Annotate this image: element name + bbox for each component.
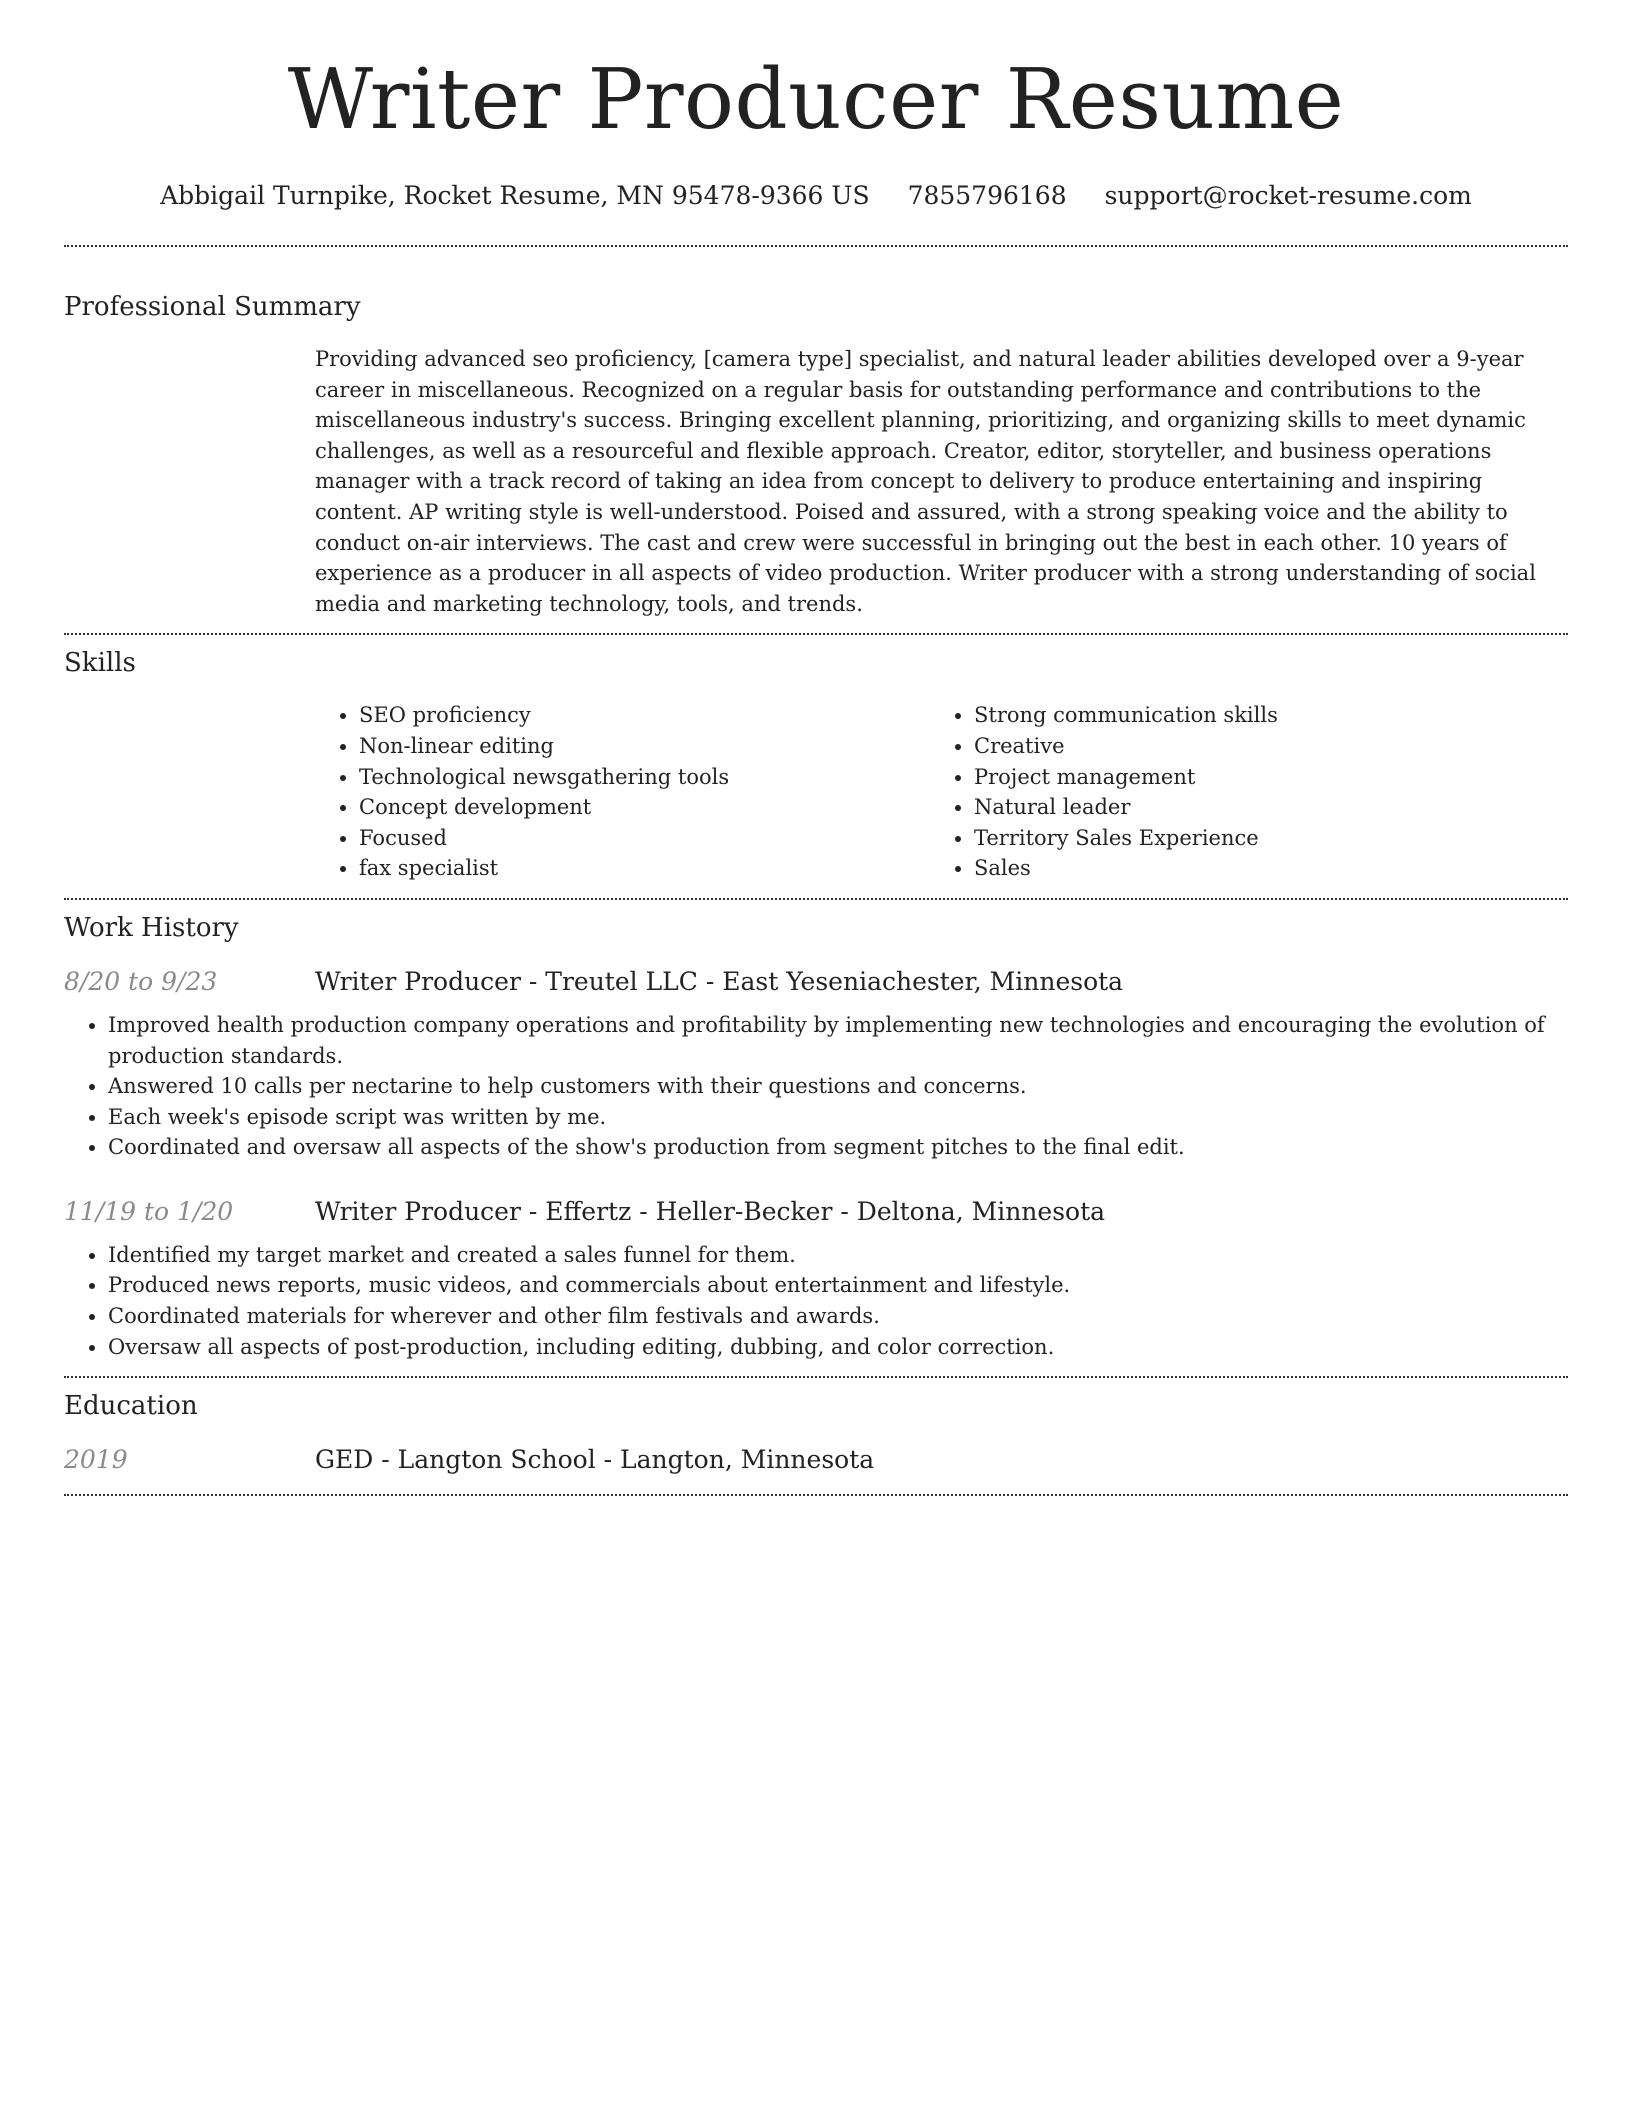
job-header — [64, 1197, 1568, 1226]
skill-item: • Concept development — [359, 792, 930, 823]
education-date: 2019 — [64, 1445, 128, 1475]
job-bullets — [64, 1010, 1568, 1163]
skill-item: • Non-linear editing — [359, 731, 930, 762]
job-bullet: • Answered 10 calls per nectarine to help customers with their questions and concerns. — [108, 1071, 1568, 1102]
skill-item: • SEO proficiency — [359, 700, 930, 731]
job-title: Writer Producer - Effertz - Heller-Becker - Deltona, Minnesota — [315, 1196, 1106, 1226]
job-bullet: • Oversaw all aspects of post-production, including editing, dubbing, and color correction. — [108, 1332, 1568, 1363]
divider — [64, 633, 1568, 635]
skill-item: • Sales — [974, 853, 1545, 884]
job-dates: 8/20 to 9/23 — [64, 966, 218, 996]
skill-item: • Project management — [974, 762, 1545, 793]
job-entry — [64, 1197, 1568, 1362]
skill-item: • Focused — [359, 823, 930, 854]
job-header — [64, 967, 1568, 996]
contact-line — [64, 180, 1568, 212]
job-bullet: • Identified my target market and created a sales funnel for them. — [108, 1240, 1568, 1271]
skills-column-left — [315, 700, 930, 884]
job-bullet: • Each week's episode script was written by me. — [108, 1102, 1568, 1133]
job-bullet: • Produced news reports, music videos, and commercials about entertainment and lifestyle. — [108, 1270, 1568, 1301]
skill-item: • Territory Sales Experience — [974, 823, 1545, 854]
skill-item: • Creative — [974, 731, 1545, 762]
skill-item: • Strong communication skills — [974, 700, 1545, 731]
section-title-summary: Professional Summary — [64, 292, 361, 322]
job-entry — [64, 967, 1568, 1163]
education-title: GED - Langton School - Langton, Minnesota — [315, 1445, 875, 1475]
contact-phone: 7855796168 — [907, 181, 1067, 210]
section-title-education: Education — [64, 1391, 198, 1422]
skills-column-right — [930, 700, 1545, 884]
education-entry — [64, 1445, 1568, 1474]
job-title: Writer Producer - Treutel LLC - East Yeseniachester, Minnesota — [315, 966, 1124, 996]
job-bullet: • Improved health production company operations and profitability by implementing new technologies and encouraging the evolution of production standards. — [108, 1010, 1568, 1071]
section-title-skills: Skills — [64, 648, 136, 679]
divider — [64, 1376, 1568, 1378]
section-title-work: Work History — [64, 912, 239, 943]
job-bullet: • Coordinated and oversaw all aspects of the show's production from segment pitches to the final edit. — [108, 1132, 1568, 1163]
job-bullet: • Coordinated materials for wherever and other film festivals and awards. — [108, 1301, 1568, 1332]
page-title: Writer Producer Resume — [287, 51, 1345, 148]
job-dates: 11/19 to 1/20 — [64, 1196, 234, 1226]
skill-item: • fax specialist — [359, 853, 930, 884]
skill-item: • Natural leader — [974, 792, 1545, 823]
divider — [64, 898, 1568, 900]
contact-address: Abbigail Turnpike, Rocket Resume, MN 95478-9366 US — [160, 181, 870, 210]
skill-item: • Technological newsgathering tools — [359, 762, 930, 793]
divider — [64, 1494, 1568, 1496]
contact-email: support@rocket-resume.com — [1104, 181, 1472, 210]
resume-page — [64, 0, 1568, 1496]
divider — [64, 245, 1568, 247]
job-bullets — [64, 1240, 1568, 1362]
skills-list — [315, 700, 1568, 884]
summary-text: Providing advanced seo proficiency, [camera type] specialist, and natural leader abilities developed over a 9-year career in miscellaneous. Recognized on a regular basis for outstanding performance and contributions to the miscellaneous industry's success. Bringing excellent planning, prioritizing, and organizing skills to meet dynamic challenges, as well as a resourceful and flexible approach. Creator, editor, storyteller, and business operations manager with a track record of taking an idea from concept to delivery to produce entertaining and inspiring content. AP writing style is well-understood. Poised and assured, with a strong speaking voice and the ability to conduct on-air interviews. The cast and crew were successful in bringing out the best in each other. 10 years of experience as a producer in all aspects of video production. Writer producer with a strong understanding of social media and marketing technology, tools, and trends. — [315, 347, 1536, 616]
